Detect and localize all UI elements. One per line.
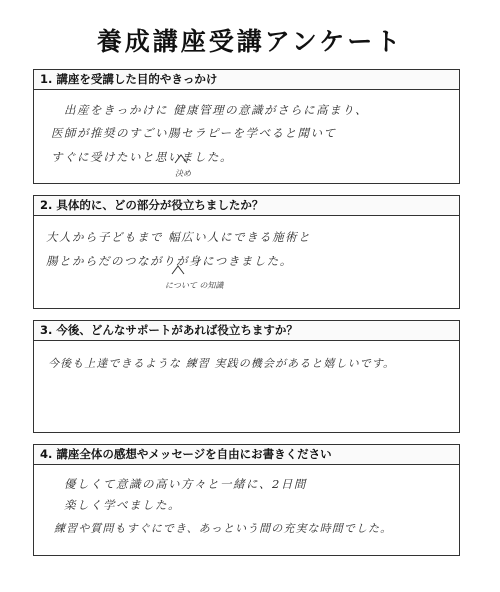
section-4-answer-line-1: 優しくて意識の高い方々と一緒に、2日間 [64, 477, 307, 491]
section-1-answer-line-3: すぐに受けたいと思いました。 [51, 150, 233, 164]
section-2-annotation: について の知識 [165, 281, 224, 290]
insertion-caret-icon [171, 265, 185, 275]
page-title: 養成講座受講アンケート [96, 27, 404, 56]
section-1-answer-line-1: 出産をきっかけに 健康管理の意識がさらに高まり、 [64, 103, 369, 117]
section-4-heading: 4. 講座全体の感想やメッセージを自由にお書きください [34, 445, 459, 465]
section-4-answer-line-3: 練習や質問もすぐにでき、あっという間の充実な時間でした。 [54, 522, 393, 535]
section-2-answer-line-2: 腸とからだのつながりが身につきました。 [46, 254, 293, 268]
section-1-annotation: 決め [175, 169, 191, 178]
section-4-answer-line-2: 楽しく学べました。 [64, 498, 181, 512]
section-4-box [33, 444, 460, 556]
section-3-heading: 3. 今後、どんなサポートがあれば役立ちますか？ [34, 321, 459, 341]
section-3-box [33, 320, 460, 433]
section-1-heading: 1. 講座を受講した目的やきっかけ [34, 70, 459, 90]
section-2-answer-line-1: 大人から子どもまで 幅広い人にできる施術と [46, 230, 312, 244]
section-2-box [33, 195, 460, 309]
section-3-answer-line-1: 今後も上達できるような 練習 実践の機会があると嬉しいです。 [48, 357, 396, 370]
insertion-caret-icon [174, 154, 188, 164]
section-1-box [33, 69, 460, 184]
section-1-answer-line-2: 医師が推奨のすごい腸セラピーを学べると聞いて [51, 126, 337, 140]
section-2-heading: 2. 具体的に、どの部分が役立ちましたか？ [34, 196, 459, 216]
